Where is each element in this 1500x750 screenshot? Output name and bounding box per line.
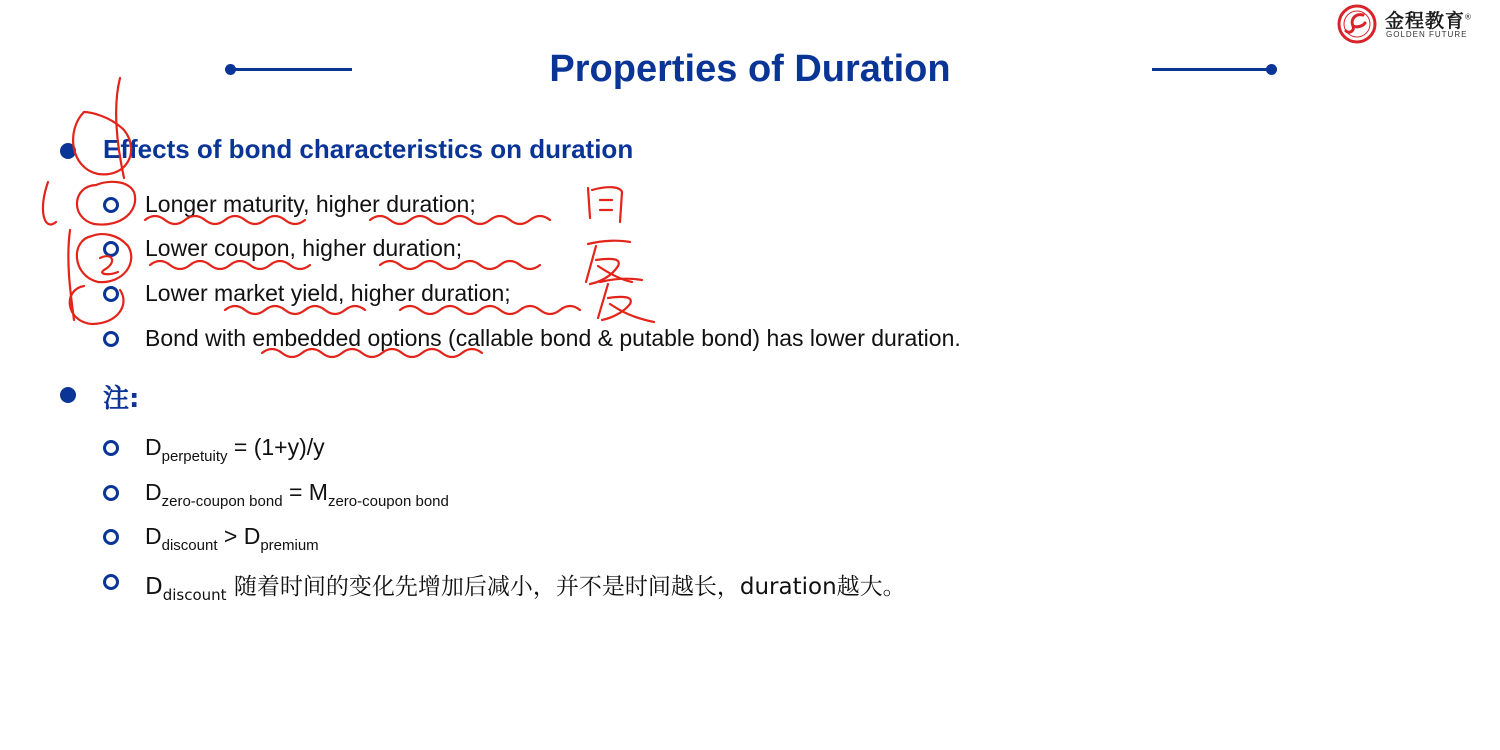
- section-heading-effects: Effects of bond characteristics on duration: [103, 134, 634, 164]
- filled-bullet-icon: [60, 143, 76, 159]
- ring-bullet-icon: [103, 197, 119, 213]
- ring-bullet-icon: [103, 485, 119, 501]
- ring-bullet-icon: [103, 529, 119, 545]
- ring-bullet-icon: [103, 286, 119, 302]
- section-heading-note: 注:: [103, 384, 140, 414]
- ring-bullet-icon: [103, 241, 119, 257]
- ring-bullet-icon: [103, 574, 119, 590]
- list-item: Bond with embedded options (callable bond & putable bond) has lower duration.: [145, 325, 961, 351]
- logo-name: 金程教育®: [1385, 11, 1472, 32]
- formula-zero-coupon: $D_{zero-coupon bond} = M_{zero-coupon bond}$: [145, 479, 449, 510]
- slide-title: Properties of Duration: [549, 48, 951, 90]
- list-item: Lower coupon, higher duration;: [145, 235, 463, 261]
- formula-discount-premium: $D_{discount} > D_{premium}$: [145, 523, 319, 554]
- company-logo: [1337, 4, 1487, 44]
- logo-badge-icon: [1337, 4, 1377, 44]
- ring-bullet-icon: [103, 331, 119, 347]
- logo-subtitle: GOLDEN FUTURE: [1386, 30, 1468, 39]
- filled-bullet-icon: [60, 387, 76, 403]
- formula-perpetuity: $D_{perpetuity} = (1+y)/y$: [145, 434, 325, 465]
- list-item: Longer maturity, higher duration;: [145, 191, 476, 217]
- list-item: Lower market yield, higher duration;: [145, 280, 511, 306]
- ring-bullet-icon: [103, 440, 119, 456]
- note-discount-duration: $D_{discount}$ 随着时间的变化先增加后减小，并不是时间越长，duration越大。: [145, 574, 906, 604]
